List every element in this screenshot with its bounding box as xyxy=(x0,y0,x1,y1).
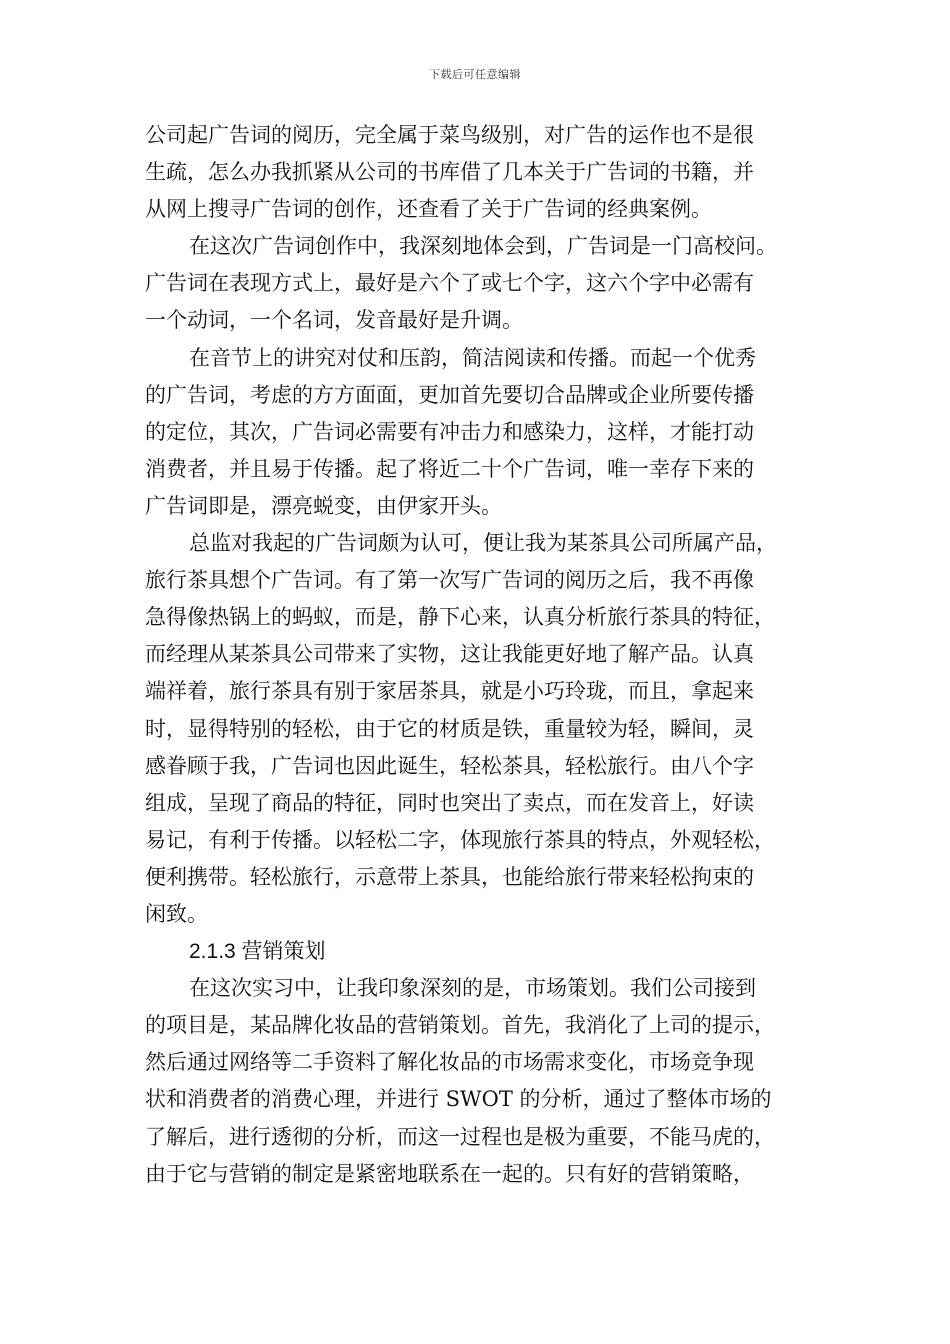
page-header: 下载后可任意编辑 xyxy=(429,68,521,81)
section-heading: 2.1.3 营销策划 xyxy=(189,940,326,964)
text-line: 在音节上的讲究对仗和压韵，简洁阅读和传播。而起一个优秀 xyxy=(189,345,756,370)
text-line: 公司起广告词的阅历，完全属于菜鸟级别，对广告的运作也不是很 xyxy=(145,123,754,147)
text-line: 的广告词，考虑的方方面面，更加首先要切合品牌或企业所要传播 xyxy=(145,382,754,407)
text-line: 从网上搜寻广告词的创作，还查看了关于广告词的经典案例。 xyxy=(145,197,712,222)
text-line: 广告词在表现方式上，最好是六个了或七个字，这六个字中必需有 xyxy=(145,271,754,296)
text-line: 在这次广告词创作中，我深刻地体会到，广告词是一门高校问。 xyxy=(189,234,777,259)
text-line: 急得像热锅上的蚂蚁，而是，静下心来，认真分析旅行茶具的特征， xyxy=(145,605,775,630)
text-line: 的项目是，某品牌化妆品的营销策划。首先，我消化了上司的提示， xyxy=(145,1013,775,1038)
text-line: 由于它与营销的制定是紧密地联系在一起的。只有好的营销策略， xyxy=(145,1161,754,1186)
text-line: 而经理从某茶具公司带来了实物，这让我能更好地了解产品。认真 xyxy=(145,642,754,667)
text-line: 了解后，进行透彻的分析，而这一过程也是极为重要，不能马虎的， xyxy=(145,1124,775,1149)
text-line: 消费者，并且易于传播。起了将近二十个广告词，唯一幸存下来的 xyxy=(145,456,754,481)
text-line: 端祥着，旅行茶具有别于家居茶具，就是小巧玲珑，而且，拿起来 xyxy=(145,679,754,704)
text-line: 的定位，其次，广告词必需要有冲击力和感染力，这样，才能打动 xyxy=(145,419,754,444)
text-line: 生疏，怎么办我抓紧从公司的书库借了几本关于广告词的书籍，并 xyxy=(145,160,754,185)
text-line: 状和消费者的消费心理，并进行 SWOT 的分析，通过了整体市场的 xyxy=(145,1087,772,1112)
text-line: 广告词即是，漂亮蜕变，由伊家开头。 xyxy=(145,493,502,518)
text-line: 一个动词，一个名词，发音最好是升调。 xyxy=(145,308,523,333)
text-line: 时，显得特别的轻松，由于它的材质是铁，重量较为轻，瞬间，灵 xyxy=(145,716,754,741)
text-line: 组成，呈现了商品的特征，同时也突出了卖点，而在发音上，好读 xyxy=(145,790,754,815)
body-text xyxy=(145,117,807,1193)
text-line: 在这次实习中，让我印象深刻的是，市场策划。我们公司接到 xyxy=(189,976,756,1001)
text-line: 便利携带。轻松旅行，示意带上茶具，也能给旅行带来轻松拘束的 xyxy=(145,864,754,889)
text-line: 然后通过网络等二手资料了解化妆品的市场需求变化，市场竞争现 xyxy=(145,1050,754,1075)
text-line: 易记，有利于传播。以轻松二字，体现旅行茶具的特点，外观轻松， xyxy=(145,827,775,852)
text-line: 旅行茶具想个广告词。有了第一次写广告词的阅历之后，我不再像 xyxy=(145,568,754,593)
text-line: 闲致。 xyxy=(145,901,208,926)
text-line: 感眷顾于我，广告词也因此诞生，轻松茶具，轻松旅行。由八个字 xyxy=(145,753,754,778)
text-line: 总监对我起的广告词颇为认可，便让我为某茶具公司所属产品， xyxy=(189,531,777,556)
